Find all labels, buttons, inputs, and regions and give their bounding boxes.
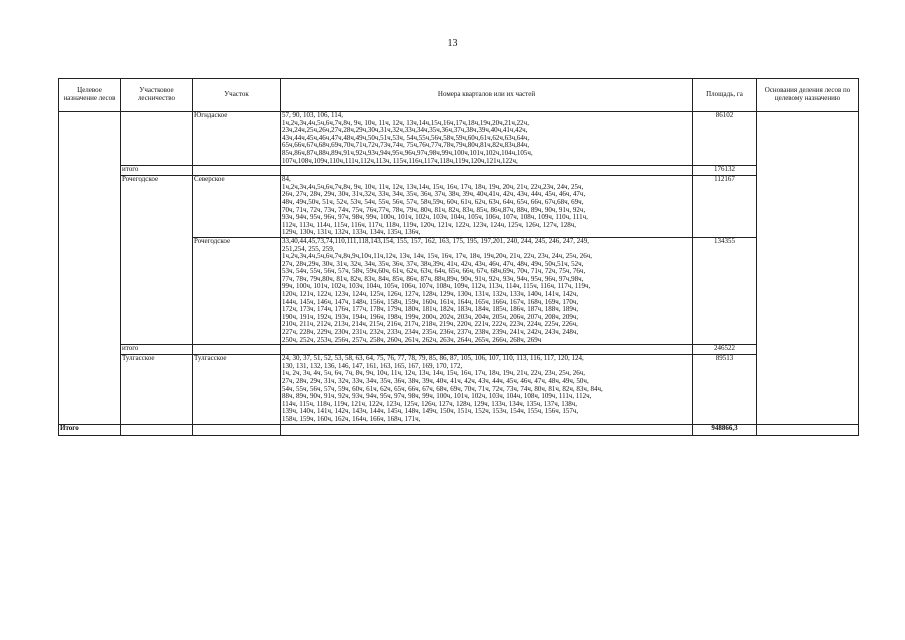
quarters-cell: 33,40,44,45,73,74,110,111,118,143,154, 155, 157, 162, 163, 175, 195, 197,201, 240, 244, 245, 246, 247, 249, 251,254, 255, 259, 1ч,2ч,3ч,4ч,5ч,6ч,7ч,8ч,9ч,10ч,11ч,12ч, 13ч, 14ч, 15ч, 16ч, 17ч, 18ч, 19ч,20ч, 21ч, 22ч, 23ч, 24ч, 25ч, 26ч, 27ч, 28ч,29ч, 30ч, 31ч, 32ч, 34ч, 35ч, 36ч, 37ч, 38ч,39ч, 41ч, 42ч, 43ч, 46ч, 47ч, 48ч, 49ч, 50ч,51ч, 52ч, 53ч, 54ч, 55ч, 56ч, 57ч, 58ч, 59ч,60ч, 61ч, 62ч, 63ч, 64ч, 65ч, 66ч, 67ч, 68ч,69ч, 70ч, 71ч, 72ч, 75ч, 76ч, 77ч, 78ч, 79ч,80ч, 81ч, 82ч, 83ч, 84ч, 85ч, 86ч, 87ч, 88ч,89ч, 90ч, 91ч, 92ч, 93ч, 94ч, 95ч, 96ч, 97ч,98ч, 99ч, 100ч, 101ч, 102ч, 103ч, 104ч, 105ч, 106ч, 107ч, 108ч, 109ч, 112ч, 113ч, 114ч, 115ч, 116ч, 117ч, 119ч, 120ч, 121ч, 122ч, 123ч, 124ч, 125ч, 126ч, 127ч, 128ч, 129ч, 130ч, 131ч, 132ч, 133ч, 140ч, 141ч, 142ч, 144ч, 145ч, 146ч, 147ч, 148ч, 156ч, 158ч, 159ч, 160ч, 161ч, 164ч, 165ч, 166ч, 167ч, 168ч, 169ч, 170ч, 172ч, 173ч, 174ч, 176ч, 177ч, 178ч, 179ч, 180ч, 181ч, 182ч, 183ч, 184ч, 185ч, 186ч, 187ч, 188ч, 189ч, 190ч, 191ч, 192ч, 193ч, 194ч, 196ч, 198ч, 199ч, 200ч, 202ч, 203ч, 204ч, 205ч, 206ч, 207ч, 208ч, 209ч, 210ч, 211ч, 212ч, 213ч, 214ч, 215ч, 216ч, 217ч, 218ч, 219ч, 220ч, 221ч, 222ч, 223ч, 224ч, 225ч, 226ч, 227ч, 228ч, 229ч, 230ч, 231ч, 232ч, 233ч, 234ч, 235ч, 236ч, 237ч, 238ч, 239ч, 241ч, 242ч, 243ч, 248ч, 250ч, 252ч, 253ч, 256ч, 257ч, 258ч, 260ч, 261ч, 262ч, 263ч, 264ч, 265ч, 266ч, 268ч, 269ч xyxy=(281,237,693,344)
table-row xyxy=(59,112,859,166)
quarters-cell xyxy=(281,345,693,355)
basis-cell xyxy=(757,424,859,435)
subtotal-row xyxy=(59,345,859,355)
site-cell: Северское xyxy=(193,176,281,238)
subtotal-label: итого xyxy=(121,166,193,176)
quarters-cell xyxy=(281,424,693,435)
table-header-row xyxy=(59,79,859,112)
header-purpose: Целевое назначение лесов xyxy=(59,79,121,112)
subtotal-label: итого xyxy=(121,345,193,355)
site-cell xyxy=(193,345,281,355)
header-site: Участок xyxy=(193,79,281,112)
district-cell: Рочегодское xyxy=(121,176,193,345)
table-row xyxy=(59,355,859,424)
site-cell: Югндаское xyxy=(193,112,281,166)
quarters-cell: 57, 90, 103, 106, 114, 1ч,2ч,3ч,4ч,5ч,6ч,7ч,8ч, 9ч, 10ч, 11ч, 12ч, 13ч,14ч,15ч,16ч,17ч,18ч,19ч,20ч,21ч,22ч, 23ч,24ч,25ч,26ч,27ч,28ч,29ч,30ч,31ч,32ч,33ч,34ч,35ч,36ч,37ч,38ч,39ч,40ч,41ч,42ч, 43ч,44ч,45ч,46ч,47ч,48ч,49ч,50ч,51ч,53ч, 54ч,55ч,56ч,58ч,59ч,60ч,61ч,62ч,63ч,64ч, 65ч,66ч,67ч,68ч,69ч,70ч,71ч,72ч,73ч,74ч, 75ч,76ч,77ч,78ч,79ч,80ч,81ч,82ч,83ч,84ч, 85ч,86ч,87ч,88ч,89ч,91ч,92ч,93ч,94ч,95ч,96ч,97ч,98ч,99ч,100ч,101ч,102ч,104ч,105ч, 107ч,108ч,109ч,110ч,111ч,112ч,113ч, 115ч,116ч,117ч,118ч,119ч,120ч,121ч,122ч, xyxy=(281,112,693,166)
quarters-cell xyxy=(281,166,693,176)
area-cell: 86102 xyxy=(693,112,757,166)
header-area: Площадь, га xyxy=(693,79,757,112)
header-district-forestry: Участковое лесничество xyxy=(121,79,193,112)
subtotal-row xyxy=(59,166,859,176)
forest-purpose-table xyxy=(58,78,859,436)
purpose-cell xyxy=(59,112,121,425)
grand-total-label: Итого xyxy=(59,424,121,435)
site-cell: Рочегодское xyxy=(193,237,281,344)
subtotal-area: 246522 xyxy=(693,345,757,355)
area-cell: 134355 xyxy=(693,237,757,344)
table-row xyxy=(59,176,859,238)
site-cell: Тулгасское xyxy=(193,355,281,424)
grand-total-area: 948866,3 xyxy=(693,424,757,435)
grand-total-row xyxy=(59,424,859,435)
quarters-cell: 84, 1ч,2ч,3ч,4ч,5ч,6ч,7ч,8ч, 9ч, 10ч, 11ч, 12ч, 13ч,14ч, 15ч, 16ч, 17ч, 18ч, 19ч, 20ч, 21ч, 22ч,23ч, 24ч, 25ч, 26ч, 27ч, 28ч, 29ч, 30ч, 31ч,32ч, 33ч, 34ч, 35ч, 36ч, 37ч, 38ч, 39ч, 40ч,41ч, 42ч, 43ч, 44ч, 45ч, 46ч, 47ч, 48ч, 49ч,50ч, 51ч, 52ч, 53ч, 54ч, 55ч, 56ч, 57ч, 58ч,59ч, 60ч, 61ч, 62ч, 63ч, 64ч, 65ч, 66ч, 67ч,68ч, 69ч, 70ч, 71ч, 72ч, 73ч, 74ч, 75ч, 76ч,77ч, 78ч, 79ч, 80ч, 81ч, 82ч, 83ч, 85ч, 86ч,87ч, 88ч, 89ч, 90ч, 91ч, 92ч, 93ч, 94ч, 95ч, 96ч, 97ч, 98ч, 99ч, 100ч, 101ч, 102ч, 103ч, 104ч, 105ч, 106ч, 107ч, 108ч, 109ч, 110ч, 111ч, 112ч, 113ч, 114ч, 115ч, 116ч, 117ч, 118ч, 119ч, 120ч, 121ч, 122ч, 123ч, 124ч, 125ч, 126ч, 127ч, 128ч, 129ч, 130ч, 131ч, 132ч, 133ч, 134ч, 135ч, 136ч, xyxy=(281,176,693,238)
basis-cell xyxy=(757,112,859,425)
district-cell xyxy=(121,112,193,166)
quarters-cell: 24, 30, 37, 51, 52, 53, 58, 63, 64, 75, 76, 77, 78, 79, 85, 86, 87, 105, 106, 107, 110, 113, 116, 117, 120, 124, 130, 131, 132, 136, 146, 147, 161, 163, 165, 167, 169, 170, 172, 1ч, 2ч, 3ч, 4ч, 5ч, 6ч, 7ч, 8ч, 9ч, 10ч, 11ч, 12ч, 13ч, 14ч, 15ч, 16ч, 17ч, 18ч, 19ч, 21ч, 22ч, 23ч, 25ч, 26ч, 27ч, 28ч, 29ч, 31ч, 32ч, 33ч, 34ч, 35ч, 36ч, 38ч, 39ч, 40ч, 41ч, 42ч, 43ч, 44ч, 45ч, 46ч, 47ч, 48ч, 49ч, 50ч, 54ч, 55ч, 56ч, 57ч, 59ч, 60ч, 61ч, 62ч, 65ч, 66ч, 67ч, 68ч, 69ч, 70ч, 71ч, 72ч, 73ч, 74ч, 80ч, 81ч, 82ч, 83ч, 84ч, 88ч, 89ч, 90ч, 91ч, 92ч, 93ч, 94ч, 95ч, 97ч, 98ч, 99ч, 100ч, 101ч, 102ч, 103ч, 104ч, 108ч, 109ч, 111ч, 112ч, 114ч, 115ч, 118ч, 119ч, 121ч, 122ч, 123ч, 125ч, 126ч, 127ч, 128ч, 129ч, 133ч, 134ч, 135ч, 137ч, 138ч, 139ч, 140ч, 141ч, 142ч, 143ч, 144ч, 145ч, 148ч, 149ч, 150ч, 151ч, 152ч, 153ч, 154ч, 155ч, 156ч, 157ч, 158ч, 159ч, 160ч, 162ч, 164ч, 166ч, 168ч, 171ч, xyxy=(281,355,693,424)
district-cell: Тулгасское xyxy=(121,355,193,424)
area-cell: 112167 xyxy=(693,176,757,238)
header-basis: Основания деления лесов по целевому назначению xyxy=(757,79,859,112)
page-number: 13 xyxy=(447,38,458,49)
header-quarters: Номера кварталов или их частей xyxy=(281,79,693,112)
district-cell xyxy=(121,424,193,435)
area-cell: 89513 xyxy=(693,355,757,424)
site-cell xyxy=(193,166,281,176)
subtotal-area: 176132 xyxy=(693,166,757,176)
site-cell xyxy=(193,424,281,435)
